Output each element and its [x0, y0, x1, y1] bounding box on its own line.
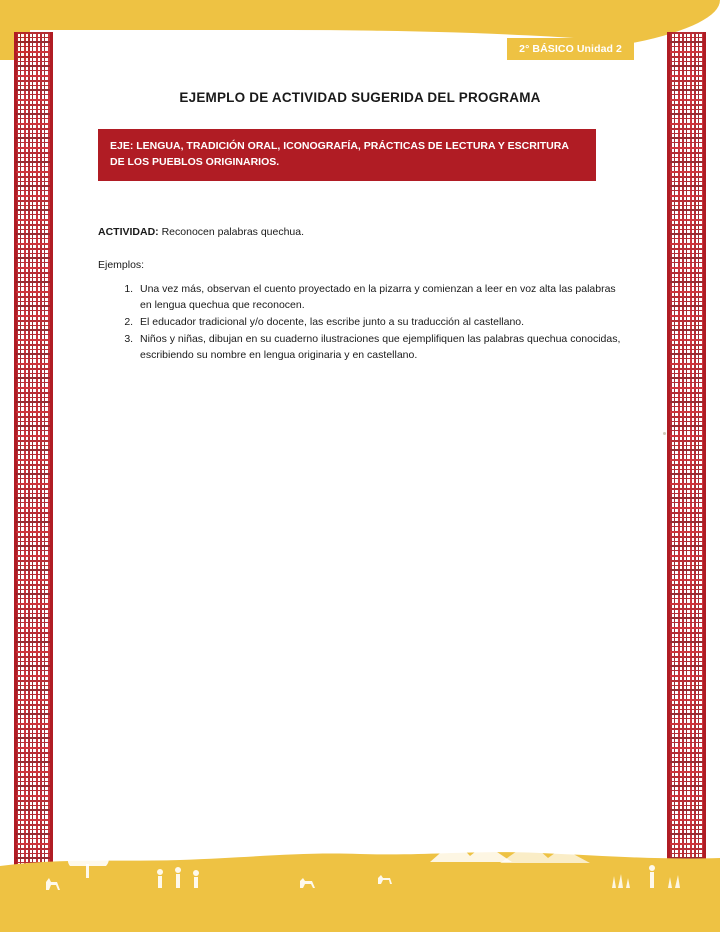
right-ornamental-band	[670, 32, 704, 922]
left-border-line-inner	[50, 32, 53, 922]
list-item: 1. Una vez más, observan el cuento proyectado en la pizarra y comienzan a leer en voz alta las palabras en lengua quechua que reconocen.	[136, 282, 622, 314]
right-border-line-outer	[703, 32, 706, 922]
activity-line	[98, 225, 622, 241]
page-mark-dot	[663, 432, 666, 435]
list-item: 2. El educador tradicional y/o docente, las escribe junto a su traducción al castellano.	[136, 315, 622, 331]
activity-label: ACTIVIDAD:	[98, 225, 159, 238]
unit-badge: 2° BÁSICO Unidad 2	[507, 38, 634, 60]
left-ornamental-band	[16, 32, 50, 922]
list-item: 3. Niños y niñas, dibujan en su cuaderno ilustraciones que ejemplifiquen las palabras quechua conocidas, escribiendo su nombre en lengua originaria y en castellano.	[136, 332, 622, 364]
bottom-landscape-illustration	[0, 832, 720, 932]
document-content	[98, 80, 622, 365]
examples-label: Ejemplos:	[98, 259, 145, 272]
examples-list	[98, 282, 622, 364]
page-title: EJEMPLO DE ACTIVIDAD SUGERIDA DEL PROGRAMA	[179, 90, 541, 105]
eje-banner: EJE: LENGUA, TRADICIÓN ORAL, ICONOGRAFÍA, PRÁCTICAS DE LECTURA Y ESCRITURA DE LOS PUEBLOS ORIGINARIOS.	[98, 129, 596, 181]
activity-text: Reconocen palabras quechua.	[161, 225, 305, 238]
